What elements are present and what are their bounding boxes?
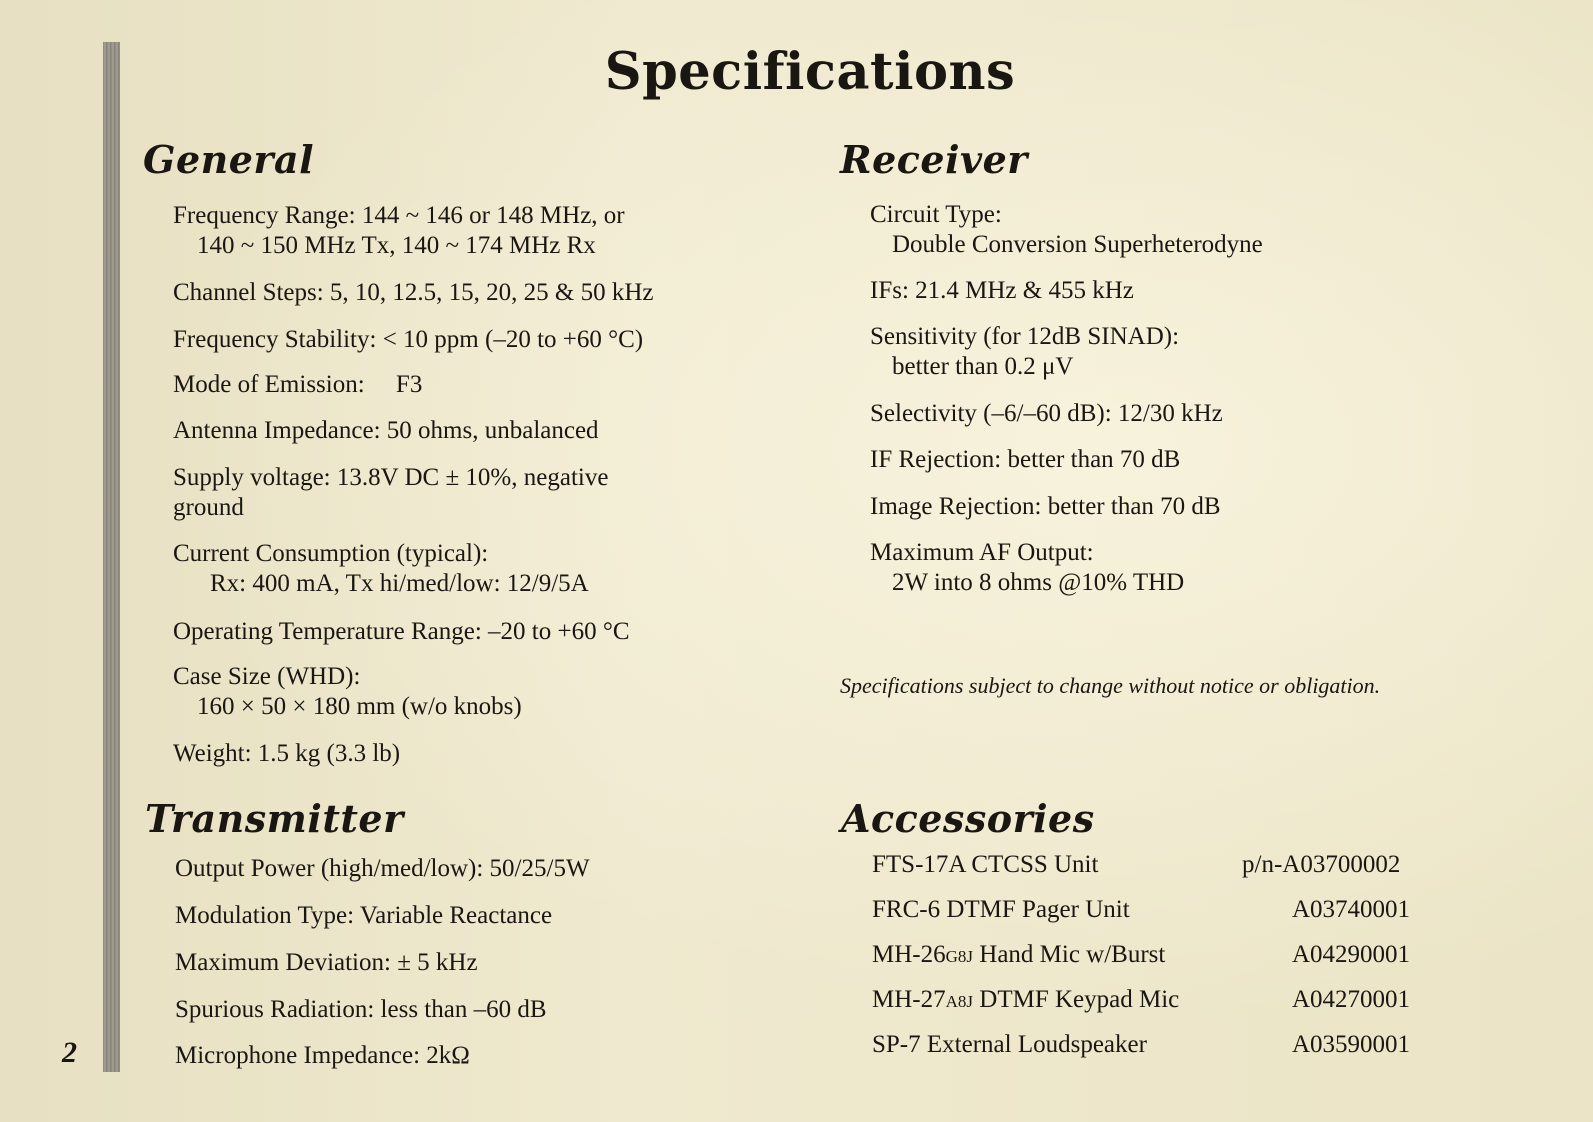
- spec-line: Current Consumption (typical):: [173, 540, 489, 567]
- general-heading: General: [143, 137, 315, 182]
- spec-line: Selectivity (–6/–60 dB): 12/30 kHz: [870, 400, 1223, 427]
- receiver-heading: Receiver: [840, 137, 1028, 182]
- spec-mode-of-emission: [173, 370, 422, 400]
- spec-line: Spurious Radiation: less than –60 dB: [175, 996, 547, 1023]
- accessory-description: Hand Mic w/Burst: [973, 941, 1166, 968]
- accessory-name: FRC-6 DTMF Pager Unit: [872, 896, 1130, 923]
- spec-line: ground: [173, 494, 244, 521]
- spec-image-rejection: [870, 492, 1221, 522]
- spec-line: Rx: 400 mA, Tx hi/med/low: 12/9/5A: [210, 570, 589, 597]
- accessory-description: DTMF Keypad Mic: [973, 986, 1180, 1013]
- spec-line: Weight: 1.5 kg (3.3 lb): [173, 740, 401, 767]
- spec-line: 160 × 50 × 180 mm (w/o knobs): [197, 693, 522, 720]
- spec-line: Maximum Deviation: ± 5 kHz: [175, 949, 478, 976]
- specifications-disclaimer: Specifications subject to change without notice or obligation.: [840, 673, 1381, 698]
- spec-line: Circuit Type:: [870, 201, 1002, 228]
- spec-line: Channel Steps: 5, 10, 12.5, 15, 20, 25 & 50 kHz: [173, 279, 654, 306]
- spec-frequency-range: [173, 201, 625, 261]
- accessory-part-number: p/n-A03700002: [1242, 851, 1401, 878]
- spec-line: IFs: 21.4 MHz & 455 kHz: [870, 277, 1134, 304]
- spec-line: Output Power (high/med/low): 50/25/5W: [175, 855, 590, 882]
- spec-line: Supply voltage: 13.8V DC ± 10%, negative: [173, 464, 609, 491]
- accessory-model: MH-27: [872, 986, 946, 1013]
- spec-channel-steps: [173, 278, 654, 308]
- spec-line: Sensitivity (for 12dB SINAD):: [870, 323, 1180, 350]
- spec-line: 140 ~ 150 MHz Tx, 140 ~ 174 MHz Rx: [197, 232, 596, 259]
- accessory-part-number: A04290001: [1292, 941, 1411, 968]
- spec-antenna-impedance: [173, 416, 599, 446]
- spec-line: 2W into 8 ohms @10% THD: [892, 569, 1185, 596]
- spec-line: better than 0.2 μV: [892, 353, 1074, 380]
- accessory-model-suffix: G8J: [945, 947, 974, 966]
- spec-maximum-af-output: [870, 538, 1184, 598]
- accessory-name: [872, 986, 1179, 1014]
- spec-modulation-type: [175, 901, 552, 931]
- spec-if-rejection: [870, 445, 1180, 475]
- spec-weight: [173, 739, 400, 769]
- transmitter-heading: Transmitter: [145, 796, 404, 841]
- spec-line: Double Conversion Superheterodyne: [892, 231, 1263, 258]
- accessories-heading: Accessories: [841, 796, 1095, 841]
- spec-case-size: [173, 662, 522, 722]
- spec-current-consumption: [173, 539, 589, 599]
- page-edge-bar: [103, 42, 120, 1072]
- accessory-name: FTS-17A CTCSS Unit: [872, 851, 1099, 878]
- accessory-part-number: A04270001: [1292, 986, 1411, 1013]
- spec-supply-voltage: [173, 463, 608, 523]
- spec-line: IF Rejection: better than 70 dB: [870, 446, 1181, 473]
- spec-line: Maximum AF Output:: [870, 539, 1094, 566]
- spec-maximum-deviation: [175, 948, 478, 978]
- spec-spurious-radiation: [175, 995, 547, 1025]
- spec-sensitivity: [870, 322, 1179, 382]
- spec-microphone-impedance: [175, 1041, 470, 1071]
- page-title: Specifications: [604, 42, 1016, 102]
- spec-operating-temperature: [173, 617, 630, 647]
- spec-output-power: [175, 854, 590, 884]
- spec-line: Antenna Impedance: 50 ohms, unbalanced: [173, 417, 599, 444]
- spec-line: Case Size (WHD):: [173, 663, 361, 690]
- accessory-part-number: A03590001: [1292, 1031, 1411, 1058]
- spec-line: Modulation Type: Variable Reactance: [175, 902, 553, 929]
- spec-line: Frequency Stability: < 10 ppm (–20 to +60 °C): [173, 326, 644, 353]
- accessory-part-number: A03740001: [1292, 896, 1411, 923]
- accessory-model: MH-26: [872, 941, 946, 968]
- spec-line: Microphone Impedance: 2kΩ: [175, 1042, 470, 1069]
- spec-line: Operating Temperature Range: –20 to +60 °C: [173, 618, 630, 645]
- spec-selectivity: [870, 399, 1223, 429]
- spec-line: Frequency Range: 144 ~ 146 or 148 MHz, or: [173, 202, 625, 229]
- accessory-model-suffix: A8J: [945, 992, 974, 1011]
- page-number: 2: [62, 1036, 77, 1069]
- spec-frequency-stability: [173, 325, 643, 355]
- accessory-name: SP-7 External Loudspeaker: [872, 1031, 1147, 1058]
- spec-line: Image Rejection: better than 70 dB: [870, 493, 1221, 520]
- spec-ifs: [870, 276, 1134, 306]
- spec-circuit-type: [870, 200, 1263, 260]
- accessory-name: [872, 941, 1165, 969]
- spec-line: Mode of Emission: F3: [173, 371, 423, 398]
